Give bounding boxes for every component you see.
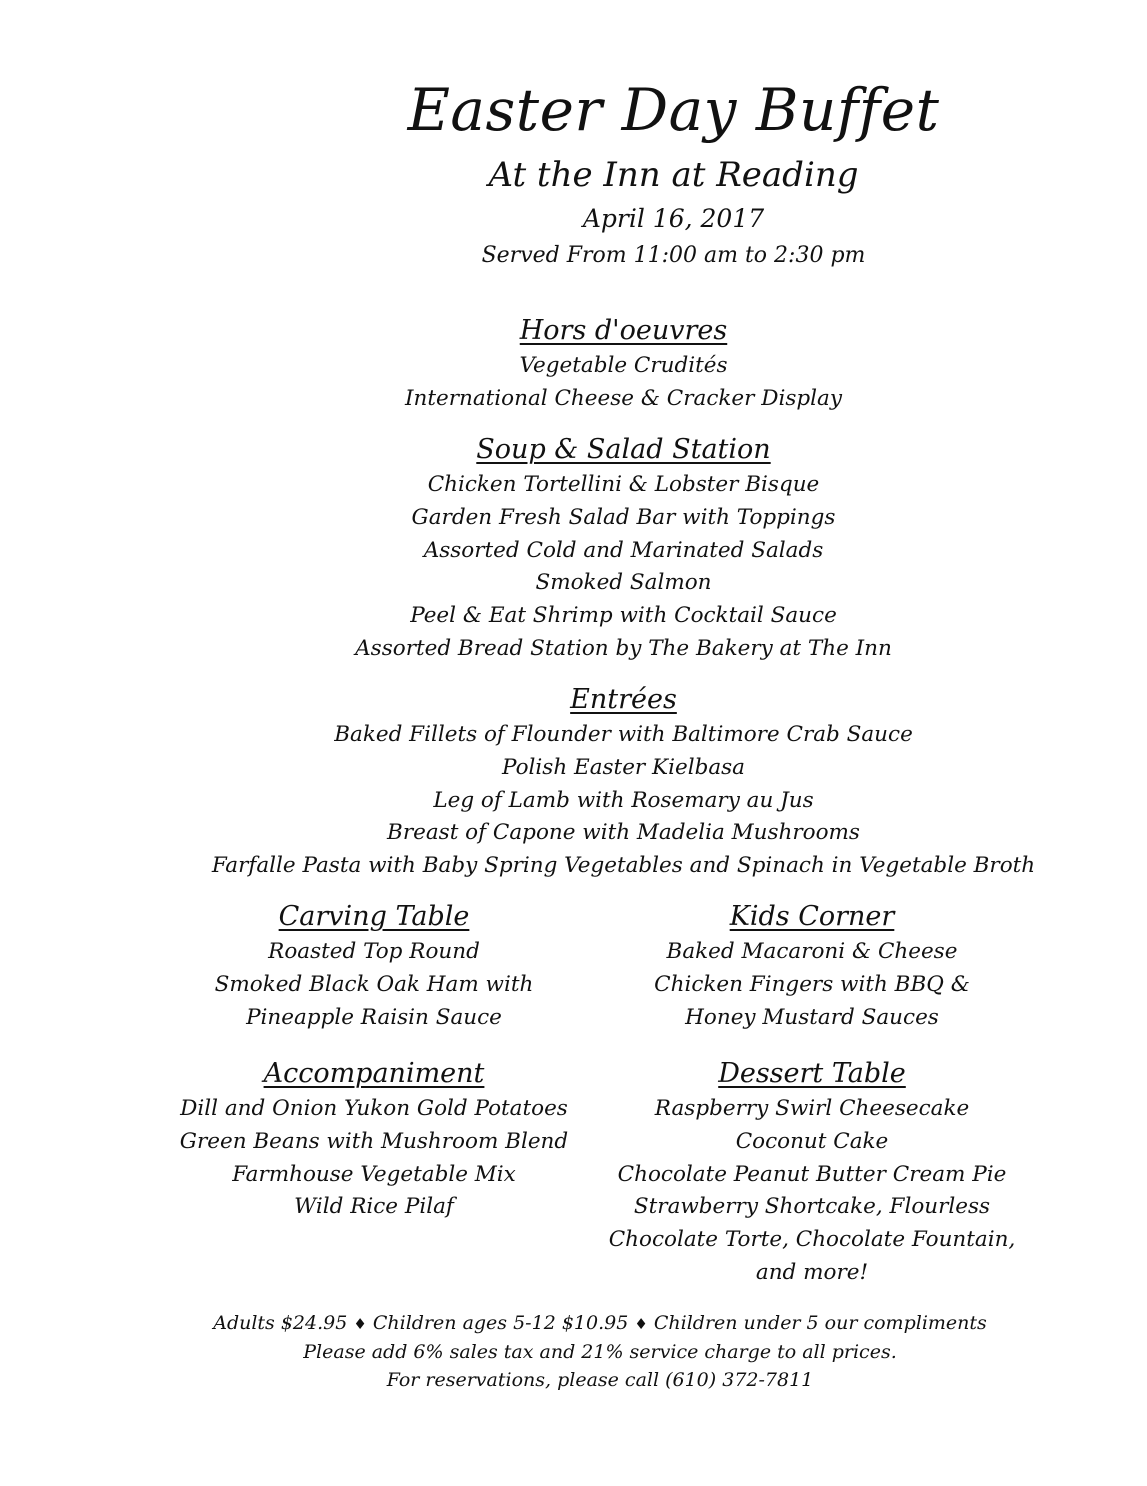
serving-hours: Served From 11:00 am to 2:30 pm — [481, 243, 866, 268]
tax-note: Please add 6% sales tax and 21% service charge to all prices. — [303, 1341, 897, 1363]
menu-item: Strawberry Shortcake, Flourless — [633, 1194, 991, 1220]
section-heading: Hors d'oeuvres — [519, 315, 728, 346]
menu-item: Roasted Top Round — [268, 939, 480, 964]
menu-item: Assorted Cold and Marinated Salads — [423, 537, 824, 563]
section-kids-corner — [584, 898, 1040, 1034]
event-date: April 16, 2017 — [582, 204, 765, 233]
menu-item: Wild Rice Pilaf — [294, 1194, 454, 1220]
menu-item: Farmhouse Vegetable Mix — [232, 1161, 516, 1187]
menu-item: Vegetable Crudités — [519, 353, 728, 378]
section-heading: Dessert Table — [718, 1058, 906, 1089]
price-under5: Children under 5 our compliments — [653, 1312, 987, 1334]
menu-item: Dill and Onion Yukon Gold Potatoes — [180, 1096, 568, 1121]
menu-item: Assorted Bread Station by The Bakery at The Inn — [355, 635, 892, 661]
menu-item: Smoked Salmon — [535, 570, 712, 596]
menu-item: Garden Fresh Salad Bar with Toppings — [411, 504, 836, 530]
pricing-footer — [100, 1309, 1100, 1394]
section-hors-doeuvres — [0, 312, 1147, 416]
menu-item: Breast of Capone with Madelia Mushrooms — [387, 820, 860, 846]
section-carving-table — [146, 898, 602, 1034]
menu-item: Chicken Fingers with BBQ & — [654, 971, 970, 997]
menu-item: Pineapple Raisin Sauce — [246, 1004, 502, 1030]
diamond-separator-icon: ♦ — [634, 1315, 648, 1333]
menu-item: Chocolate Torte, Chocolate Fountain, — [608, 1227, 1016, 1253]
menu-item: Smoked Black Oak Ham with — [214, 971, 534, 997]
menu-item: International Cheese & Cracker Display — [405, 385, 842, 411]
menu-item: Honey Mustard Sauces — [685, 1004, 939, 1030]
section-heading: Kids Corner — [729, 901, 895, 932]
menu-item: Chocolate Peanut Butter Cream Pie — [617, 1161, 1007, 1187]
reservations-note: For reservations, please call (610) 372-7811 — [386, 1369, 814, 1391]
price-adults: Adults $24.95 — [213, 1312, 348, 1334]
menu-subtitle: At the Inn at Reading — [488, 155, 859, 195]
menu-title: Easter Day Buffet — [407, 76, 940, 144]
menu-item: Green Beans with Mushroom Blend — [179, 1128, 569, 1154]
menu-item: Farfalle Pasta with Baby Spring Vegetables and Spinach in Vegetable Broth — [211, 853, 1036, 879]
menu-item: and more! — [755, 1259, 869, 1285]
diamond-separator-icon: ♦ — [353, 1315, 367, 1333]
section-accompaniment — [146, 1055, 602, 1224]
menu-item: Coconut Cake — [735, 1128, 889, 1154]
section-heading: Accompaniment — [263, 1058, 485, 1089]
menu-item: Leg of Lamb with Rosemary au Jus — [433, 787, 814, 813]
section-heading: Carving Table — [278, 901, 470, 932]
menu-item: Baked Fillets of Flounder with Baltimore Crab Sauce — [334, 722, 913, 747]
section-dessert-table — [584, 1055, 1040, 1290]
section-heading: Entrées — [570, 684, 677, 715]
section-soup-salad — [0, 431, 1147, 666]
menu-item: Polish Easter Kielbasa — [502, 754, 745, 780]
section-entrees — [0, 681, 1147, 883]
menu-item: Baked Macaroni & Cheese — [666, 939, 958, 964]
menu-item: Peel & Eat Shrimp with Cocktail Sauce — [410, 603, 837, 629]
price-children: Children ages 5-12 $10.95 — [372, 1312, 629, 1334]
pricing-line — [100, 1309, 1100, 1338]
section-heading: Soup & Salad Station — [476, 434, 771, 465]
menu-item: Chicken Tortellini & Lobster Bisque — [427, 472, 820, 497]
menu-item: Raspberry Swirl Cheesecake — [654, 1096, 970, 1121]
